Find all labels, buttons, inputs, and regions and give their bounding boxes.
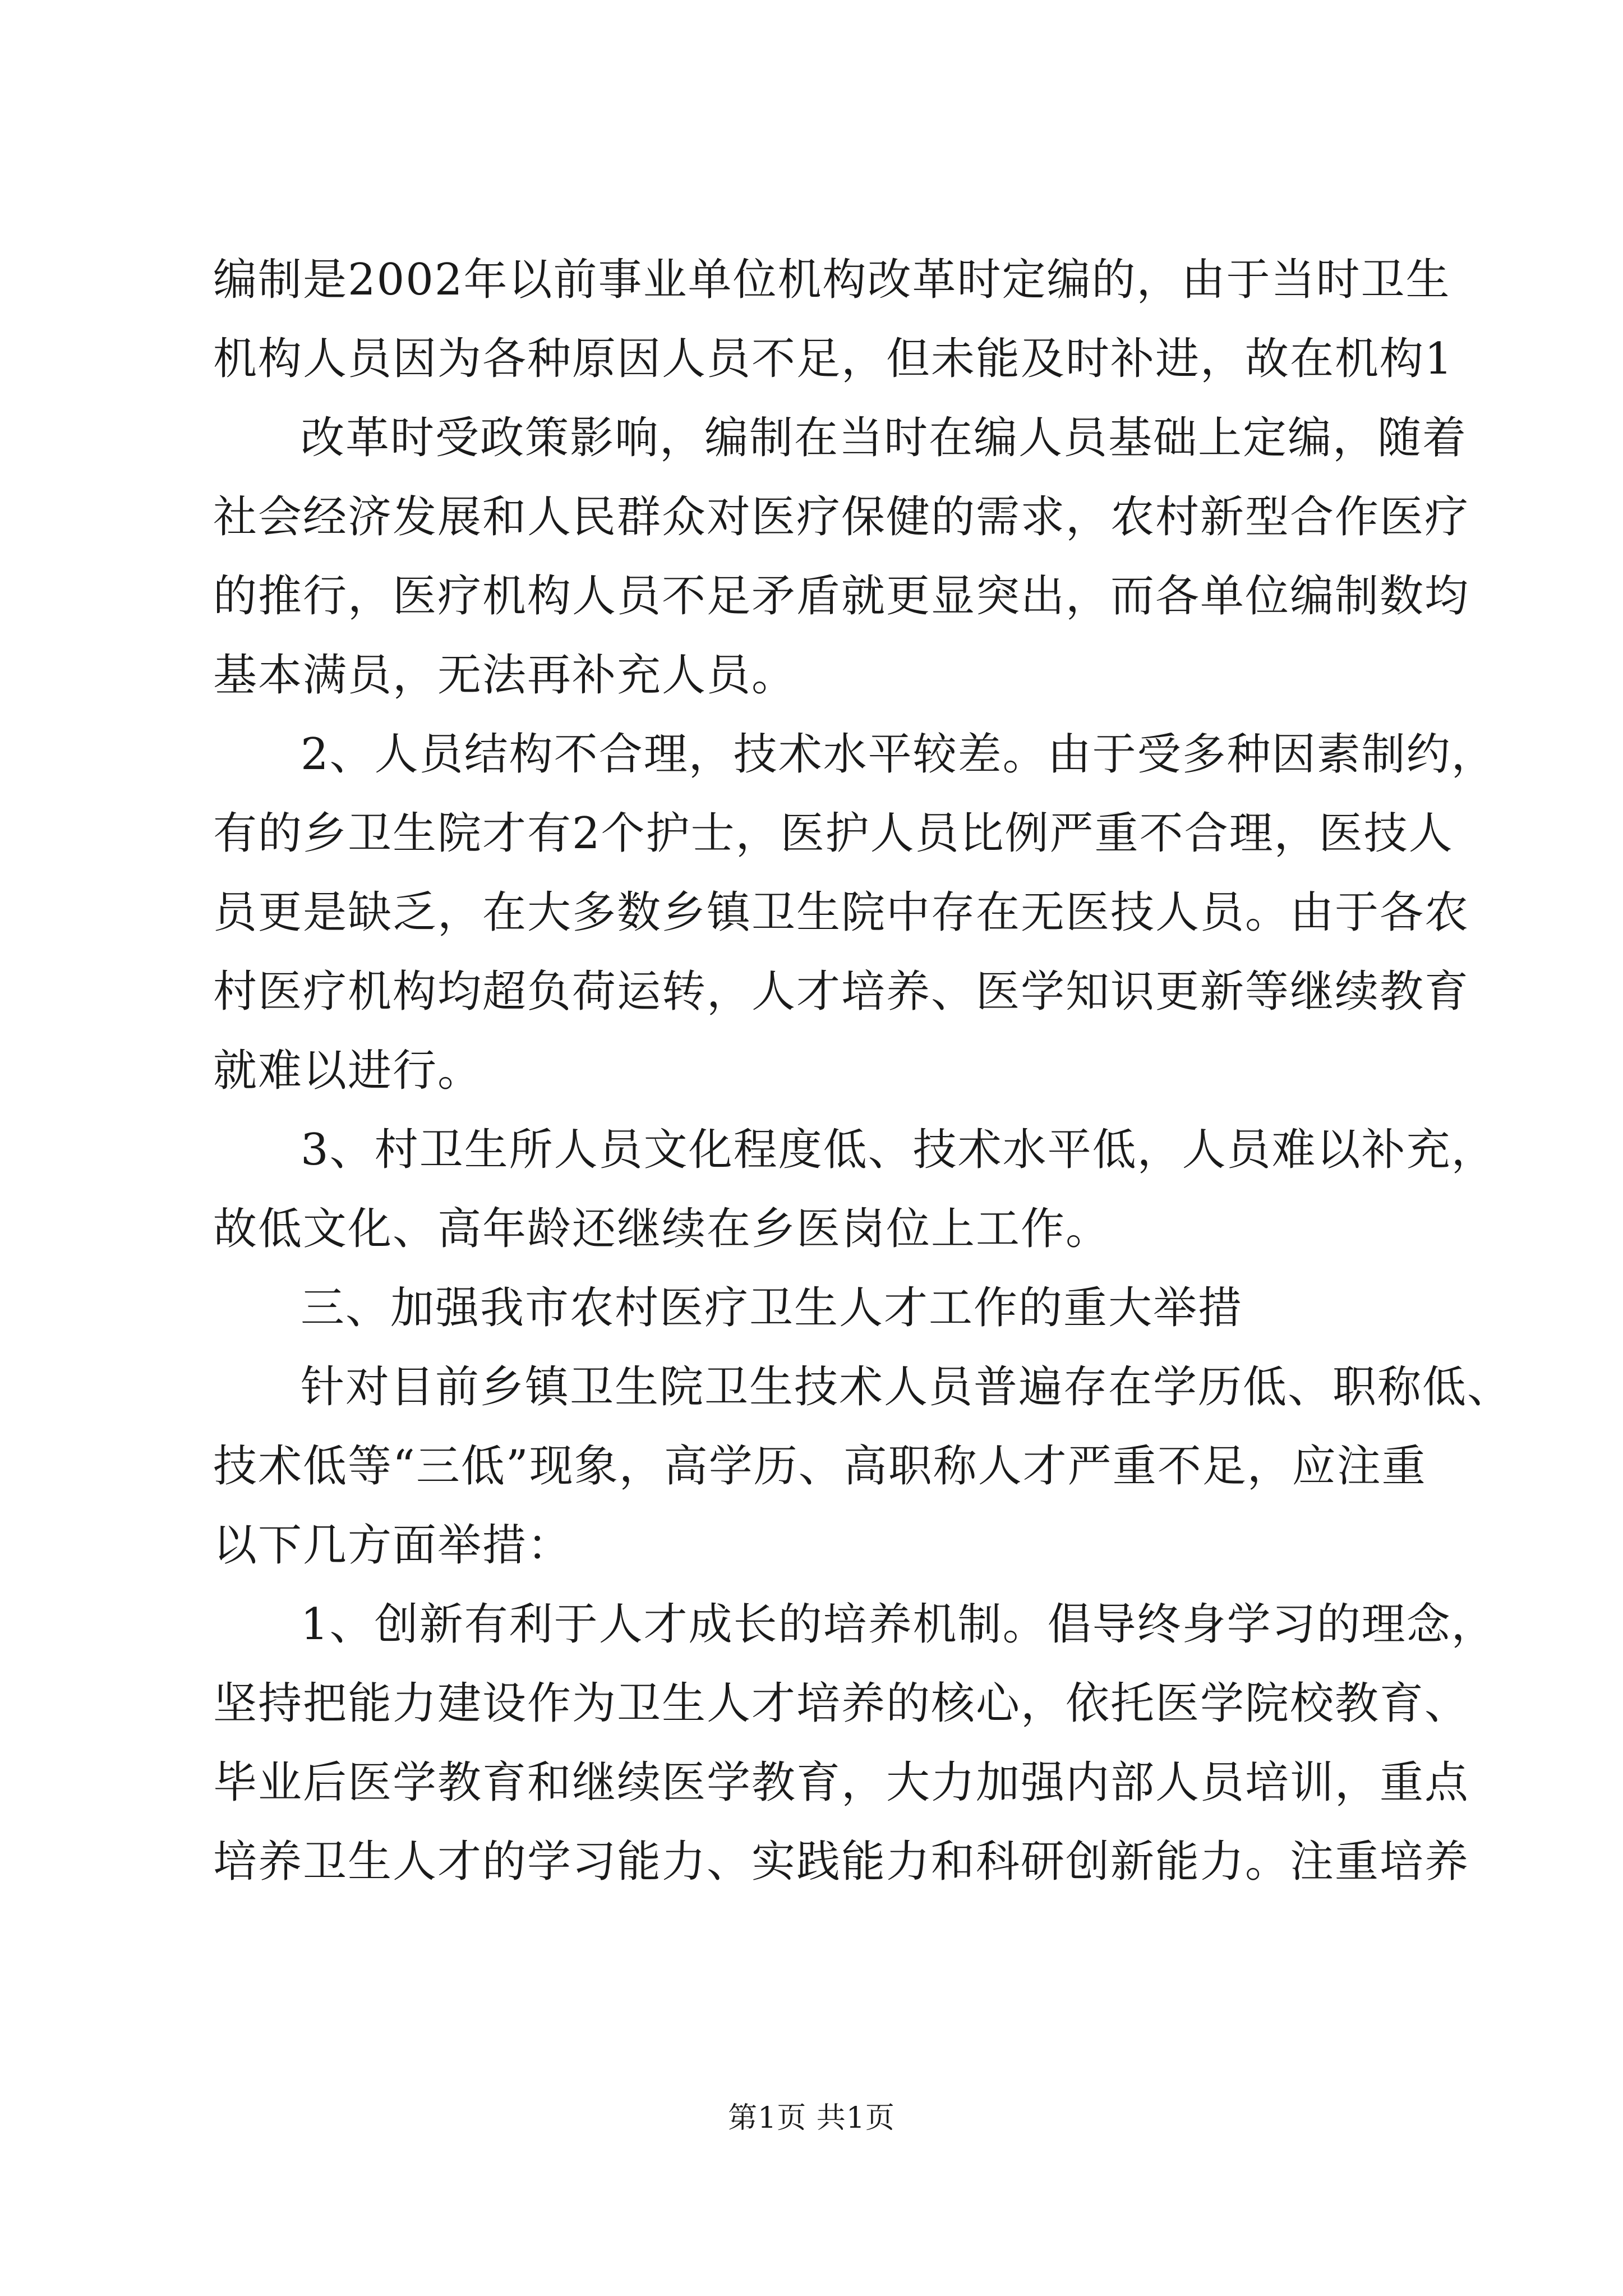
section-heading: 三、加强我市农村医疗卫生人才工作的重大举措 [301, 1283, 1243, 1333]
text-line: 就难以进行。 [213, 1046, 483, 1096]
text-line: 坚持把能力建设作为卫生人才培养的核心，依托医学院校教育、 [213, 1678, 1470, 1729]
text-line: 基本满员，无法再补充人员。 [213, 650, 797, 701]
text-line: 有的乡卫生院才有2个护士，医护人员比例严重不合理，医技人 [213, 808, 1454, 859]
text-line: 针对目前乡镇卫生院卫生技术人员普遍存在学历低、职称低、 [301, 1362, 1513, 1412]
text-line: 1、创新有利于人才成长的培养机制。倡导终身学习的理念， [301, 1599, 1496, 1650]
text-line: 村医疗机构均超负荷运转，人才培养、医学知识更新等继续教育 [213, 967, 1470, 1017]
text-line: 毕业后医学教育和继续医学教育，大力加强内部人员培训，重点 [213, 1757, 1470, 1808]
text-line: 的推行，医疗机构人员不足矛盾就更显突出，而各单位编制数均 [213, 571, 1470, 622]
text-line: 以下几方面举措： [213, 1520, 573, 1571]
text-line: 2、人员结构不合理，技术水平较差。由于受多种因素制约， [301, 729, 1496, 780]
text-line: 技术低等“三低”现象，高学历、高职称人才严重不足，应注重 [213, 1441, 1427, 1492]
text-line: 员更是缺乏，在大多数乡镇卫生院中存在无医技人员。由于各农 [213, 887, 1470, 938]
text-line: 社会经济发展和人民群众对医疗保健的需求，农村新型合作医疗 [213, 492, 1470, 542]
text-line: 改革时受政策影响，编制在当时在编人员基础上定编，随着 [301, 413, 1468, 463]
text-line: 编制是2002年以前事业单位机构改革时定编的，由于当时卫生 [213, 255, 1451, 305]
page-number-footer: 第1页 共1页 [728, 2101, 895, 2135]
text-line: 3、村卫生所人员文化程度低、技术水平低，人员难以补充， [301, 1125, 1496, 1175]
text-line: 故低文化、高年龄还继续在乡医岗位上工作。 [213, 1204, 1111, 1254]
text-line: 培养卫生人才的学习能力、实践能力和科研创新能力。注重培养 [213, 1837, 1470, 1887]
text-line: 机构人员因为各种原因人员不足，但未能及时补进，故在机构1 [213, 334, 1454, 384]
